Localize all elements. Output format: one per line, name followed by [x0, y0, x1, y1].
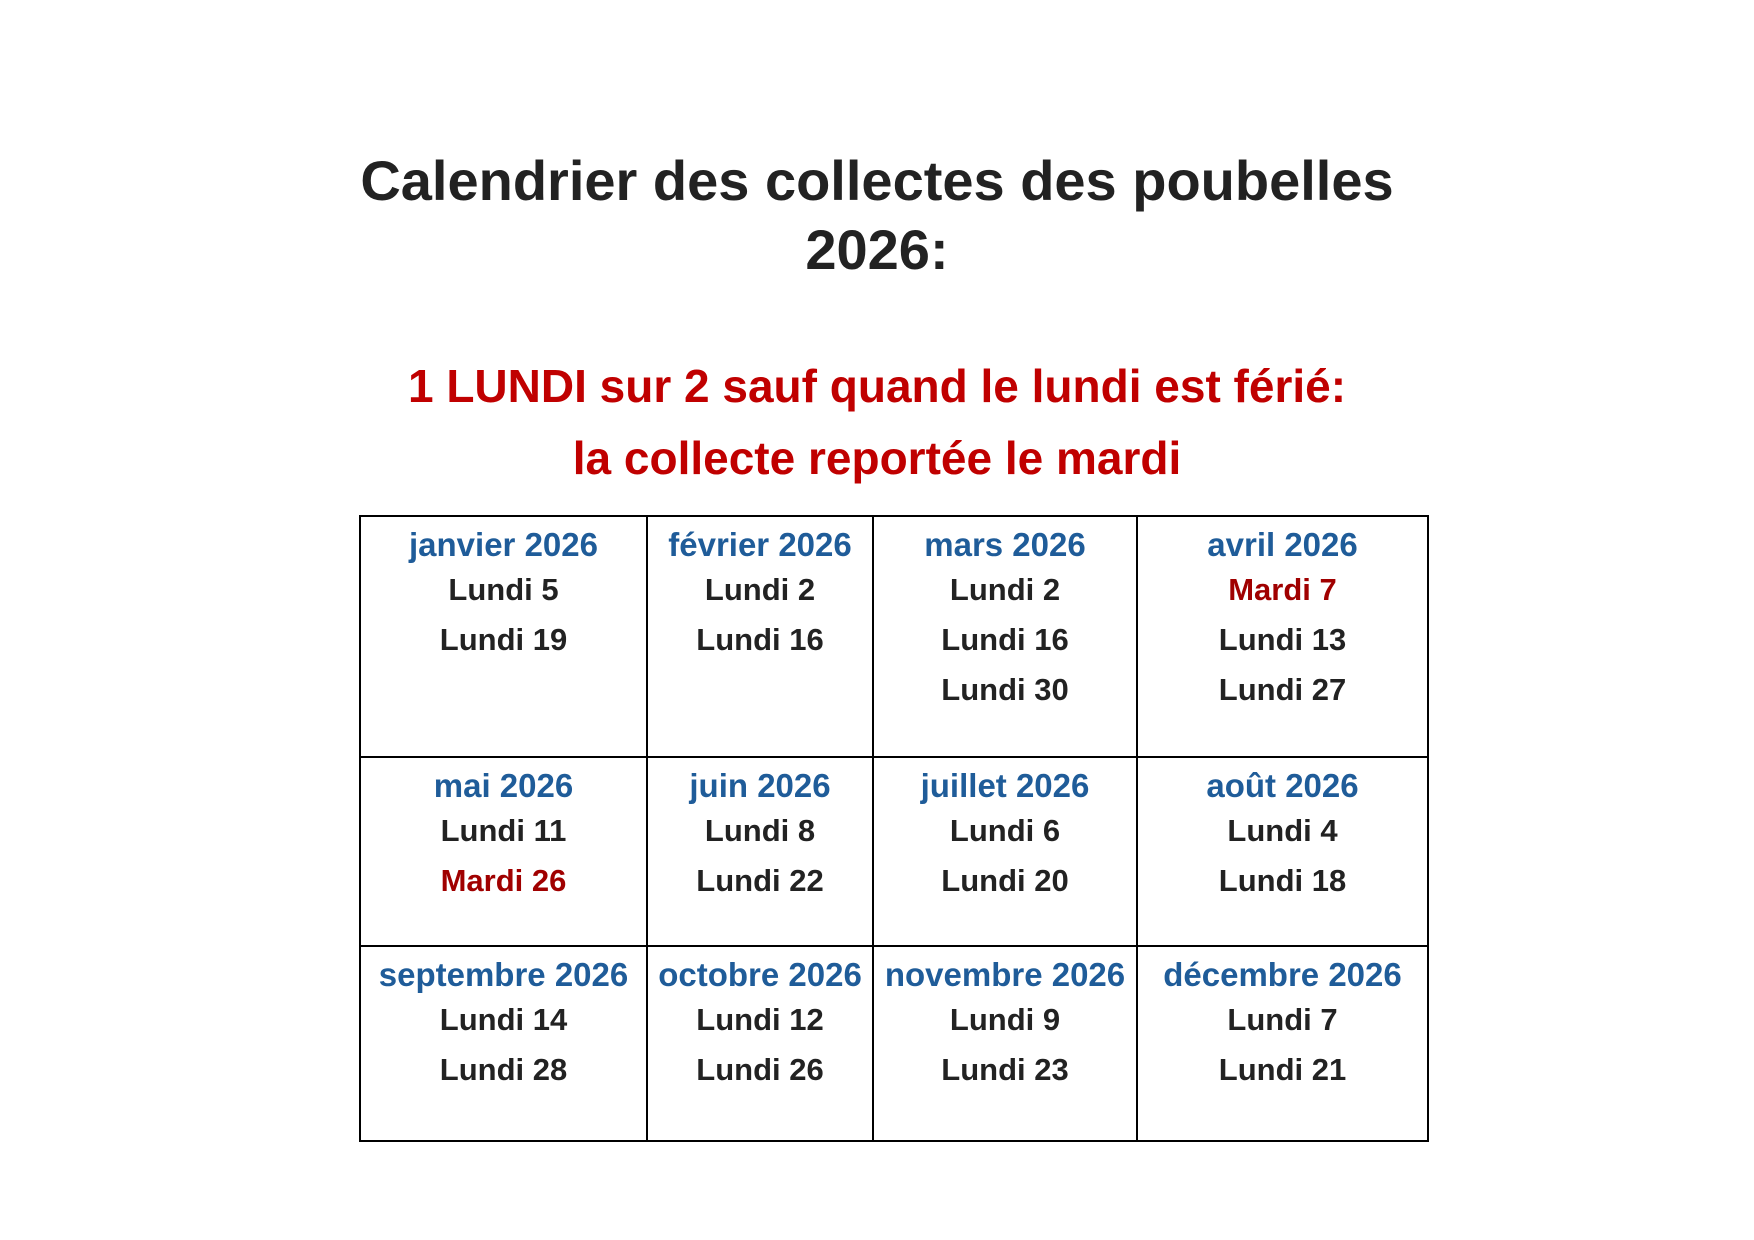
collection-calendar-table	[359, 515, 1429, 1142]
month-cell-novembre	[873, 946, 1137, 1141]
month-cell-aout	[1137, 757, 1428, 946]
month-cell-decembre	[1137, 946, 1428, 1141]
page-title-line-2: 2026:	[805, 218, 949, 281]
collection-day: Lundi 20	[941, 863, 1069, 898]
month-heading: mars 2026	[924, 526, 1086, 563]
month-heading: avril 2026	[1207, 526, 1358, 563]
collection-day: Lundi 9	[949, 1002, 1061, 1037]
month-cell-octobre	[647, 946, 873, 1141]
month-heading: août 2026	[1206, 767, 1359, 804]
collection-day: Lundi 19	[439, 622, 568, 657]
month-cell-septembre	[360, 946, 647, 1141]
collection-day: Lundi 30	[941, 672, 1069, 707]
month-cell-avril	[1137, 516, 1428, 757]
collection-rule-line-2: la collecte reportée le mardi	[572, 432, 1182, 484]
collection-day: Lundi 26	[696, 1052, 824, 1087]
page-title-line-1: Calendrier des collectes des poubelles	[360, 149, 1394, 212]
month-heading: décembre 2026	[1163, 956, 1402, 993]
calendar-row	[360, 516, 1428, 757]
month-cell-fevrier	[647, 516, 873, 757]
collection-day: Lundi 21	[1218, 1052, 1347, 1087]
collection-day-shifted: Mardi 7	[1228, 572, 1337, 607]
page-title	[0, 146, 1754, 284]
collection-day: Lundi 23	[941, 1052, 1069, 1087]
collection-day: Lundi 14	[439, 1002, 568, 1037]
month-cell-juillet	[873, 757, 1137, 946]
collection-rule-line-1: 1 LUNDI sur 2 sauf quand le lundi est férié:	[407, 360, 1347, 412]
collection-day: Lundi 28	[439, 1052, 568, 1087]
month-cell-juin	[647, 757, 873, 946]
month-heading: juin 2026	[689, 767, 831, 804]
collection-day: Lundi 18	[1218, 863, 1347, 898]
collection-day: Lundi 8	[704, 813, 816, 848]
month-heading: juillet 2026	[920, 767, 1090, 804]
month-heading: mai 2026	[433, 767, 574, 804]
month-cell-mars	[873, 516, 1137, 757]
month-heading: novembre 2026	[884, 956, 1126, 993]
collection-day: Lundi 4	[1227, 813, 1338, 848]
calendar-row	[360, 946, 1428, 1141]
month-heading: octobre 2026	[658, 956, 862, 993]
month-heading: septembre 2026	[378, 956, 629, 993]
collection-day: Lundi 6	[949, 813, 1061, 848]
collection-day: Lundi 12	[696, 1002, 824, 1037]
month-cell-janvier	[360, 516, 647, 757]
collection-rule-notice	[0, 350, 1754, 494]
month-heading: janvier 2026	[409, 526, 598, 563]
collection-day: Lundi 27	[1218, 672, 1347, 707]
collection-day: Lundi 16	[696, 622, 824, 657]
collection-day: Lundi 7	[1227, 1002, 1338, 1037]
collection-day: Lundi 11	[440, 813, 567, 848]
collection-day: Lundi 13	[1218, 622, 1347, 657]
month-cell-mai	[360, 757, 647, 946]
collection-day: Lundi 16	[941, 622, 1069, 657]
calendar-row	[360, 757, 1428, 946]
collection-day: Lundi 2	[949, 572, 1061, 607]
collection-day-shifted: Mardi 26	[440, 863, 567, 898]
collection-day: Lundi 5	[448, 572, 559, 607]
calendar-body	[360, 516, 1428, 1141]
collection-day: Lundi 22	[696, 863, 824, 898]
month-heading: février 2026	[668, 526, 852, 563]
collection-day: Lundi 2	[704, 572, 816, 607]
